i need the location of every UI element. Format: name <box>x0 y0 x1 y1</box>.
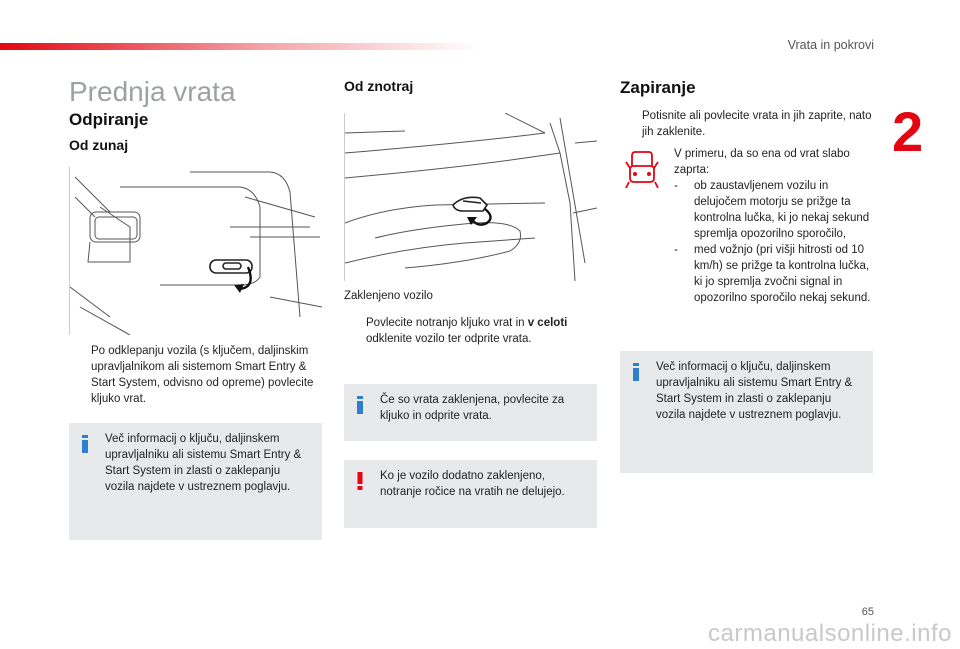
info-note-col1: Več informacij o ključu, daljinskem upravljalniku ali sistemu Smart Entry & Start System in zlasti o zaklepanju vozila najdete v ustreznem poglavju. <box>69 423 322 540</box>
info-note-col2: Če so vrata zaklenjena, povlecite za kljuko in odprite vrata. <box>344 384 597 441</box>
bullet-close: Potisnite ali povlecite vrata in jih zaprite, nato jih zaklenite. <box>642 110 872 138</box>
exterior-door-handle-illustration <box>69 167 323 335</box>
page-number: 65 <box>861 606 874 618</box>
alert-list <box>674 178 879 306</box>
info-note-col3: Več informacij o ključu, daljinskem upravljalniku ali sistemu Smart Entry & Start System in zlasti o zaklepanju vozila najdete v ustreznem poglavju. <box>620 351 873 473</box>
list-item: - ob zaustavljenem vozilu in delujočem motorju se prižge ta kontrolna lučka, ki jo nekaj sekund spremlja opozorilno sporočilo, <box>674 180 870 240</box>
door-open-warning-lamp-icon <box>624 148 660 188</box>
bullet-open-outside: Po odklepanju vozila (s ključem, daljinskim upravljalnikom ali sistemom Smart Entry & Start System, odvisno od opreme) povlecite kljuko vrat. <box>91 345 314 405</box>
warning-note-col2: Ko je vozilo dodatno zaklenjeno, notranje ročice na vratih ne delujejo. <box>344 460 597 528</box>
chapter-title: Vrata in pokrovi <box>787 38 874 52</box>
subtitle-odpiranje: Odpiranje <box>69 110 149 129</box>
section-od-zunaj: Od zunaj <box>69 137 129 153</box>
info-icon <box>81 435 89 453</box>
info-icon <box>632 363 640 381</box>
page-title: Prednja vrata <box>69 76 236 107</box>
door-ajar-alert-text: V primeru, da so ena od vrat slabo zaprta: - ob zaustavljenem vozilu in delujočem motorju se prižge ta kontrolna lučka, ki jo nekaj sekund spremlja opozorilno sporočilo, - med vožnjo (pri višji hitrosti od 10 km/h) se prižge ta kontrolna lučka, ki jo spremlja zvočni signal in opozorilno sporočilo nekaj sekund. <box>674 146 879 306</box>
header-accent-bar <box>0 43 480 50</box>
section-zapiranje: Zapiranje <box>620 78 696 97</box>
caption-locked-vehicle: Zaklenjeno vozilo <box>344 290 433 302</box>
section-od-znotraj: Od znotraj <box>344 78 414 94</box>
info-icon <box>356 396 364 414</box>
list-item: - med vožnjo (pri višji hitrosti od 10 km/h) se prižge ta kontrolna lučka, ki jo spremlja zvočni signal in opozorilno sporočilo nekaj sekund. <box>674 244 871 304</box>
bullet-open-inside: Povlecite notranjo kljuko vrat in v celoti odklenite vozilo ter odprite vrata. <box>366 317 568 345</box>
warning-exclamation-icon <box>356 472 364 490</box>
watermark: carmanualsonline.info <box>708 620 952 647</box>
chapter-number: 2 <box>892 100 924 163</box>
interior-door-handle-illustration <box>344 113 598 281</box>
